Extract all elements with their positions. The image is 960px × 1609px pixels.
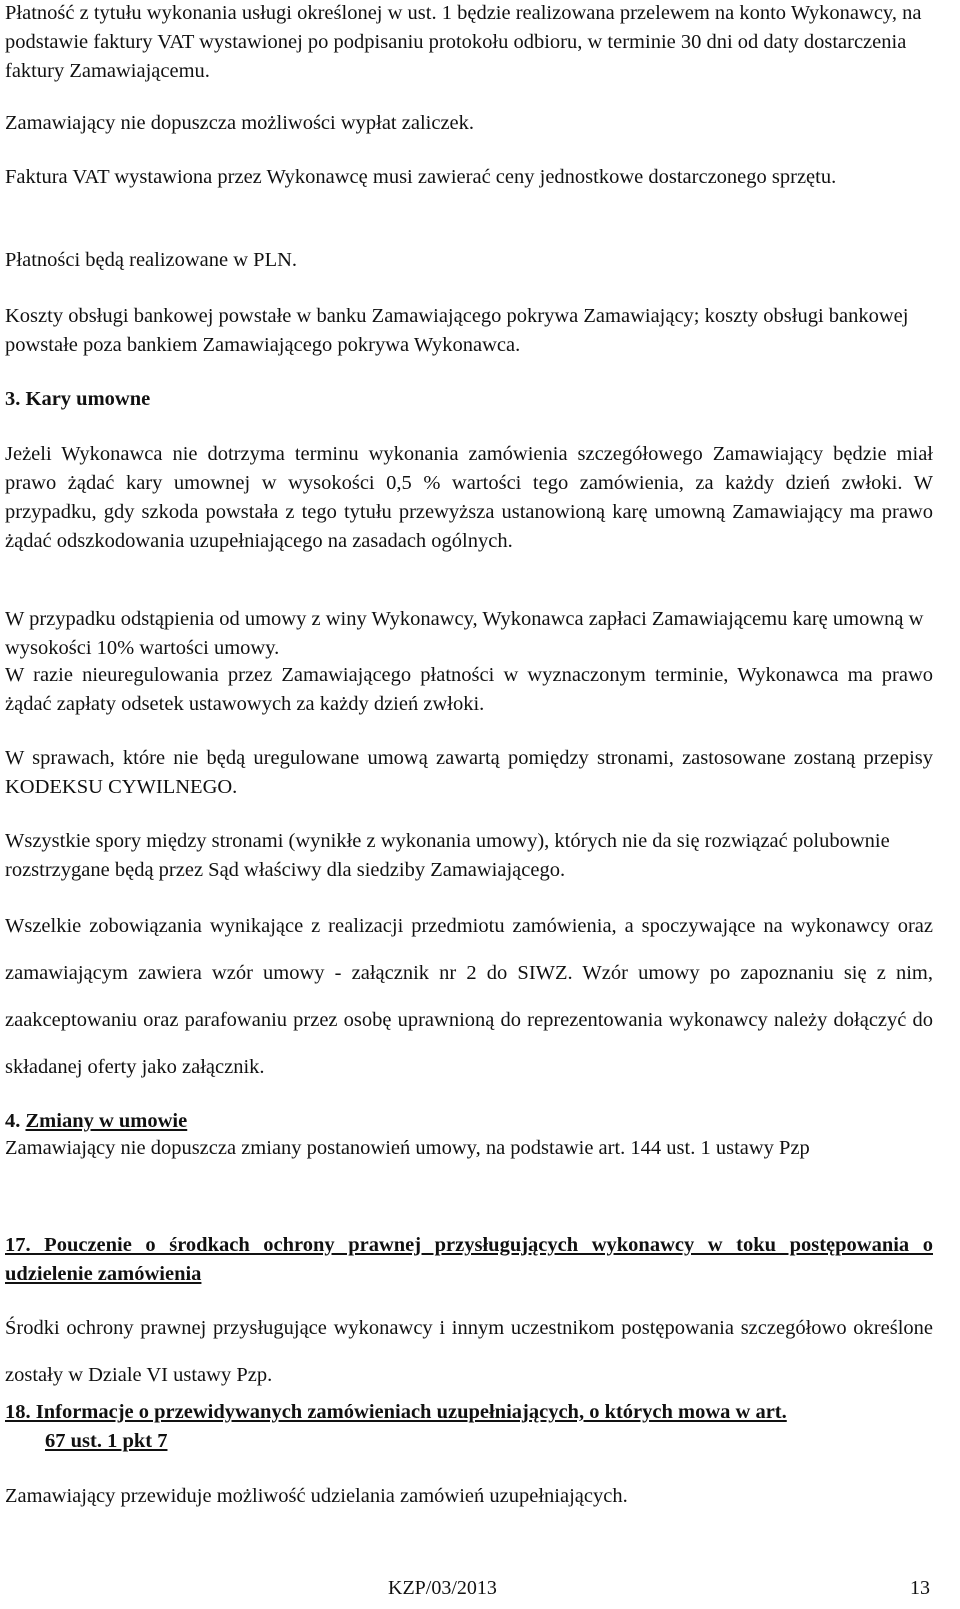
bank-costs-paragraph: Koszty obsługi bankowej powstałe w banku Zamawiającego pokrywa Zamawiający; koszty obsługi bankowej powstałe poza bankiem Zamawiającego pokrywa Wykonawca. (5, 305, 909, 356)
page-number: 13 (910, 1577, 930, 1599)
additional-orders-paragraph: Zamawiający przewiduje możliwość udzielania zamówień uzupełniających. (5, 1485, 628, 1507)
late-payment-paragraph: W razie nieuregulowania przez Zamawiającego płatności w wyznaczonym terminie, Wykonawca ma prawo żądać zapłaty odsetek ustawowych za każdy dzień zwłoki. (5, 664, 933, 715)
penalties-paragraph: Jeżeli Wykonawca nie dotrzyma terminu wykonania zamówienia szczegółowego Zamawiający będzie miał prawo żądać kary umownej w wysokości 0,5 % wartości tego zamówienia, za każdy dzień zwłoki. W przypadku, gdy szkoda powstała z tego tytułu przewyższa ustanowioną karę umowną Zamawiający ma prawo żądać odszkodowania uzupełniającego na zasadach ogólnych. (5, 443, 933, 552)
obligations-paragraph: Wszelkie zobowiązania wynikające z realizacji przedmiotu zamówienia, a spoczywające na wykonawcy oraz zamawiającym zawiera wzór umowy - załącznik nr 2 do SIWZ. Wzór umowy po zapoznaniu się z nim, zaakceptowaniu oraz parafowaniu przez osobę uprawnioną do reprezentowania wykonawcy należy dołączyć do składanej oferty jako załącznik. (5, 915, 933, 1078)
heading-line-2: 67 ust. 1 pkt 7 (45, 1430, 168, 1452)
payment-paragraph: Płatność z tytułu wykonania usługi określonej w ust. 1 będzie realizowana przelewem na konto Wykonawcy, na podstawie faktury VAT wystawionej po podpisaniu protokołu odbioru, w terminie 30 dni od daty dostarczenia faktury Zamawiającemu. (5, 2, 922, 82)
section-heading-legal-protection: 17. Pouczenie o środkach ochrony prawnej przysługujących wykonawcy w toku postępowania o udzielenie zamówienia (5, 1234, 933, 1285)
section-heading-changes (5, 1107, 933, 1136)
section-number: 4. (5, 1110, 21, 1132)
section-title: Zmiany w umowie (25, 1110, 188, 1132)
heading-line-1: 18. Informacje o przewidywanych zamówieniach uzupełniających, o których mowa w art. (5, 1401, 787, 1423)
section-heading-additional-orders (5, 1398, 933, 1456)
currency-paragraph: Płatności będą realizowane w PLN. (5, 249, 298, 271)
page-footer (0, 1577, 960, 1607)
disputes-paragraph: Wszystkie spory między stronami (wynikłe z wykonania umowy), których nie da się rozwiązać polubownie rozstrzygane będą przez Sąd właściwy dla siedziby Zamawiającego. (5, 830, 890, 881)
no-advance-paragraph: Zamawiający nie dopuszcza możliwości wypłat zaliczek. (5, 112, 475, 134)
invoice-paragraph: Faktura VAT wystawiona przez Wykonawcę musi zawierać ceny jednostkowe dostarczonego sprzętu. (5, 166, 837, 188)
legal-protection-paragraph: Środki ochrony prawnej przysługujące wykonawcy i innym uczestnikom postępowania szczegółowo określone zostały w Dziale VI ustawy Pzp. (5, 1317, 933, 1386)
section-heading-penalties: 3. Kary umowne (5, 388, 151, 410)
civil-code-paragraph: W sprawach, które nie będą uregulowane umową zawartą pomiędzy stronami, zastosowane zostaną przepisy KODEKSU CYWILNEGO. (5, 747, 933, 798)
withdrawal-paragraph: W przypadku odstąpienia od umowy z winy Wykonawcy, Wykonawca zapłaci Zamawiającemu karę umowną w wysokości 10% wartości umowy. (5, 608, 924, 659)
document-code: KZP/03/2013 (388, 1577, 497, 1599)
changes-paragraph: Zamawiający nie dopuszcza zmiany postanowień umowy, na podstawie art. 144 ust. 1 ustawy Pzp (5, 1137, 810, 1159)
